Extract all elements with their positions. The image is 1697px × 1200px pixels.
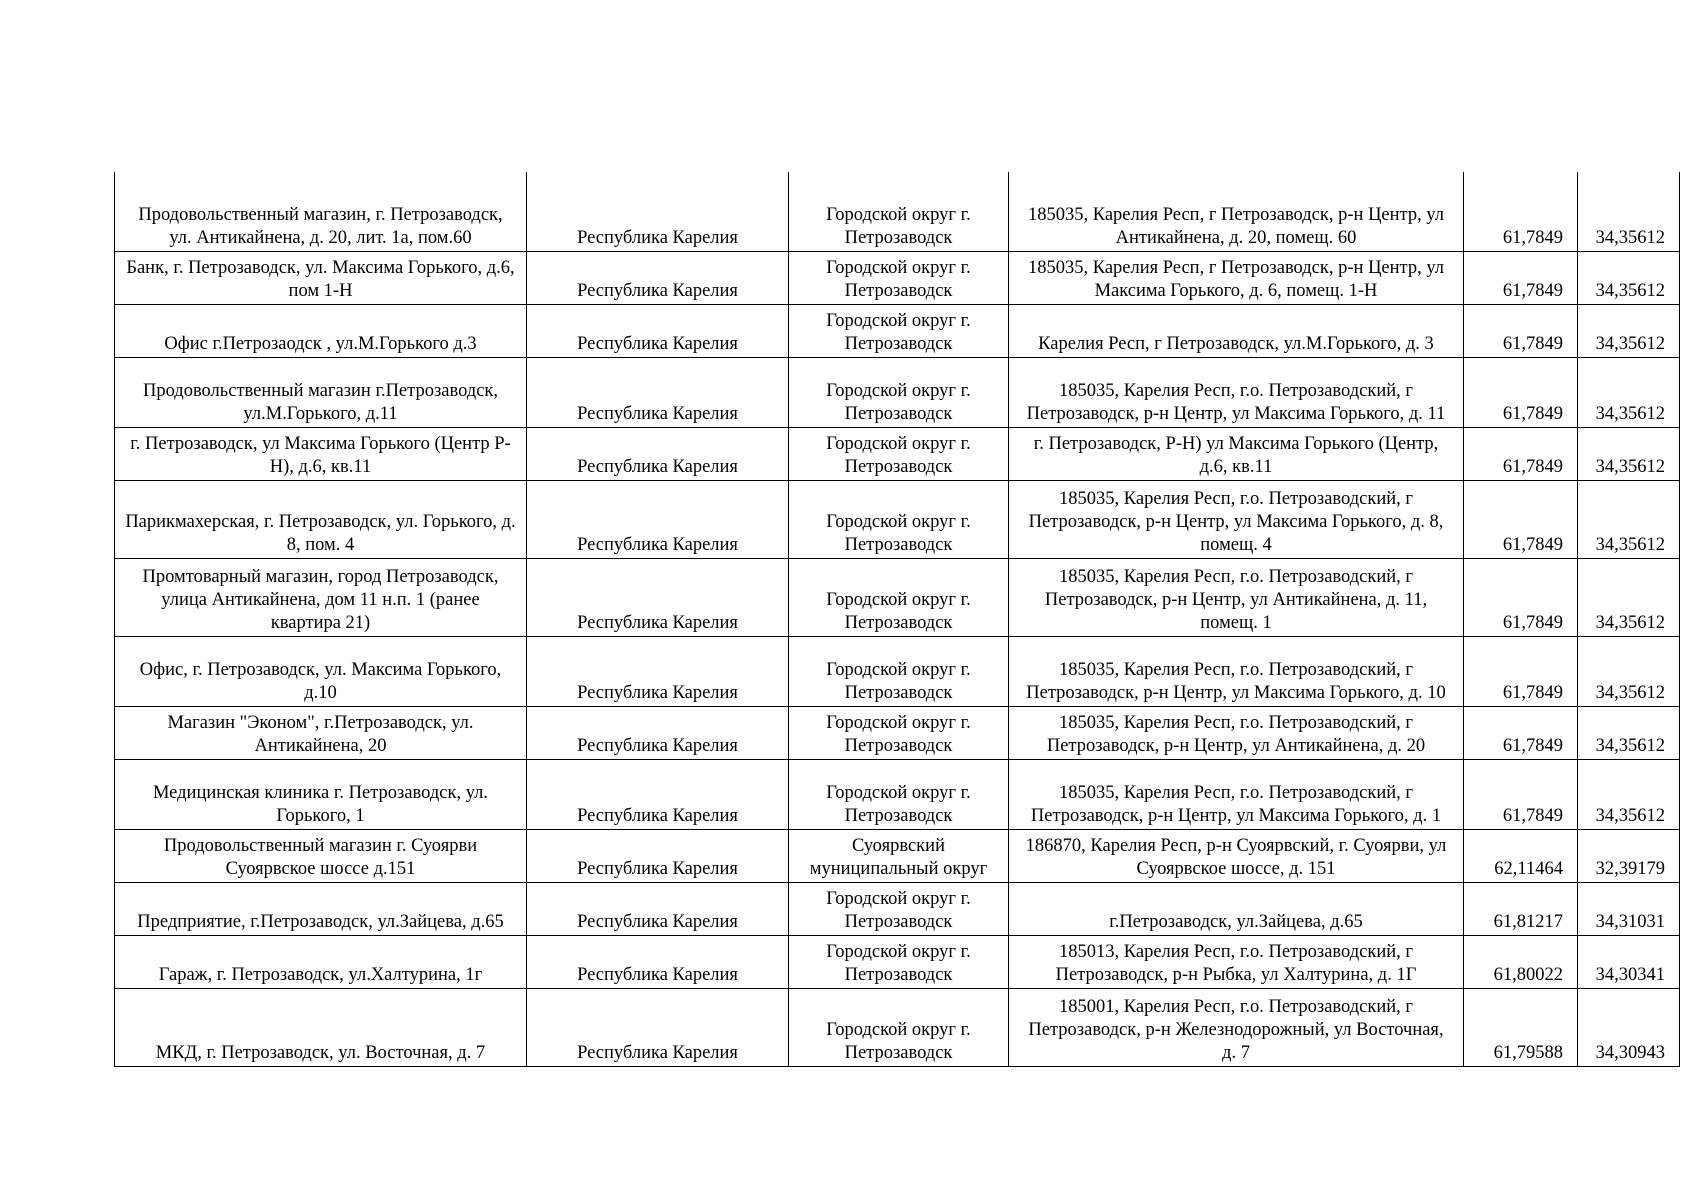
address-cell: 185035, Карелия Респ, г Петрозаводск, р-н Центр, ул Максима Горького, д. 6, помещ. 1-Н <box>1009 251 1464 304</box>
address-cell: 185035, Карелия Респ, г.о. Петрозаводский, г Петрозаводск, р-н Центр, ул Максима Горького, д. 11 <box>1009 357 1464 427</box>
longitude-cell: 34,35612 <box>1578 172 1680 251</box>
address-cell: 185035, Карелия Респ, г Петрозаводск, р-н Центр, ул Антикайнена, д. 20, помещ. 60 <box>1009 172 1464 251</box>
district-cell: Городской округ г. Петрозаводск <box>789 882 1009 935</box>
latitude-cell: 61,7849 <box>1464 706 1578 759</box>
region-cell: Республика Карелия <box>527 172 789 251</box>
latitude-cell: 61,7849 <box>1464 304 1578 357</box>
longitude-cell: 34,35612 <box>1578 304 1680 357</box>
object-name-cell: г. Петрозаводск, ул Максима Горького (Центр Р-Н), д.6, кв.11 <box>115 427 527 480</box>
table-row <box>115 759 1680 829</box>
table-row <box>115 882 1680 935</box>
address-cell: 185035, Карелия Респ, г.о. Петрозаводский, г Петрозаводск, р-н Центр, ул Максима Горького, д. 10 <box>1009 636 1464 706</box>
address-cell: г.Петрозаводск, ул.Зайцева, д.65 <box>1009 882 1464 935</box>
table-row <box>115 172 1680 251</box>
object-name-cell: Продовольственный магазин, г. Петрозаводск, ул. Антикайнена, д. 20, лит. 1а, пом.60 <box>115 172 527 251</box>
region-cell: Республика Карелия <box>527 558 789 636</box>
region-cell: Республика Карелия <box>527 829 789 882</box>
address-cell: 185001, Карелия Респ, г.о. Петрозаводский, г Петрозаводск, р-н Железнодорожный, ул Восточная, д. 7 <box>1009 988 1464 1066</box>
address-cell: 185013, Карелия Респ, г.о. Петрозаводский, г Петрозаводск, р-н Рыбка, ул Халтурина, д. 1Г <box>1009 935 1464 988</box>
address-cell: 185035, Карелия Респ, г.о. Петрозаводский, г Петрозаводск, р-н Центр, ул Максима Горького, д. 8, помещ. 4 <box>1009 480 1464 558</box>
address-cell: Карелия Респ, г Петрозаводск, ул.М.Горького, д. 3 <box>1009 304 1464 357</box>
object-name-cell: Продовольственный магазин г.Петрозаводск, ул.М.Горького, д.11 <box>115 357 527 427</box>
object-name-cell: Продовольственный магазин г. Суоярви Суоярвское шоссе д.151 <box>115 829 527 882</box>
table-row <box>115 988 1680 1066</box>
district-cell: Городской округ г. Петрозаводск <box>789 357 1009 427</box>
table-row <box>115 251 1680 304</box>
district-cell: Городской округ г. Петрозаводск <box>789 172 1009 251</box>
longitude-cell: 34,35612 <box>1578 357 1680 427</box>
object-name-cell: Предприятие, г.Петрозаводск, ул.Зайцева, д.65 <box>115 882 527 935</box>
longitude-cell: 34,35612 <box>1578 427 1680 480</box>
region-cell: Республика Карелия <box>527 480 789 558</box>
district-cell: Городской округ г. Петрозаводск <box>789 480 1009 558</box>
latitude-cell: 61,7849 <box>1464 759 1578 829</box>
region-cell: Республика Карелия <box>527 706 789 759</box>
region-cell: Республика Карелия <box>527 935 789 988</box>
table-row <box>115 558 1680 636</box>
region-cell: Республика Карелия <box>527 988 789 1066</box>
address-cell: г. Петрозаводск, Р-Н) ул Максима Горького (Центр, д.6, кв.11 <box>1009 427 1464 480</box>
longitude-cell: 34,35612 <box>1578 759 1680 829</box>
address-table <box>114 172 1680 1067</box>
longitude-cell: 34,35612 <box>1578 480 1680 558</box>
address-cell: 185035, Карелия Респ, г.о. Петрозаводский, г Петрозаводск, р-н Центр, ул Антикайнена, д. 20 <box>1009 706 1464 759</box>
longitude-cell: 34,30943 <box>1578 988 1680 1066</box>
district-cell: Городской округ г. Петрозаводск <box>789 304 1009 357</box>
object-name-cell: Банк, г. Петрозаводск, ул. Максима Горького, д.6, пом 1-Н <box>115 251 527 304</box>
object-name-cell: Медицинская клиника г. Петрозаводск, ул. Горького, 1 <box>115 759 527 829</box>
district-cell: Городской округ г. Петрозаводск <box>789 636 1009 706</box>
district-cell: Городской округ г. Петрозаводск <box>789 558 1009 636</box>
address-cell: 185035, Карелия Респ, г.о. Петрозаводский, г Петрозаводск, р-н Центр, ул Максима Горького, д. 1 <box>1009 759 1464 829</box>
table-row <box>115 304 1680 357</box>
object-name-cell: Парикмахерская, г. Петрозаводск, ул. Горького, д. 8, пом. 4 <box>115 480 527 558</box>
district-cell: Городской округ г. Петрозаводск <box>789 759 1009 829</box>
latitude-cell: 61,79588 <box>1464 988 1578 1066</box>
region-cell: Республика Карелия <box>527 251 789 304</box>
region-cell: Республика Карелия <box>527 304 789 357</box>
longitude-cell: 34,31031 <box>1578 882 1680 935</box>
district-cell: Городской округ г. Петрозаводск <box>789 706 1009 759</box>
document-page <box>114 172 1680 1067</box>
latitude-cell: 61,7849 <box>1464 251 1578 304</box>
longitude-cell: 34,35612 <box>1578 558 1680 636</box>
longitude-cell: 34,30341 <box>1578 935 1680 988</box>
latitude-cell: 61,7849 <box>1464 480 1578 558</box>
longitude-cell: 34,35612 <box>1578 706 1680 759</box>
object-name-cell: Промтоварный магазин, город Петрозаводск, улица Антикайнена, дом 11 н.п. 1 (ранее квартира 21) <box>115 558 527 636</box>
longitude-cell: 34,35612 <box>1578 636 1680 706</box>
region-cell: Республика Карелия <box>527 636 789 706</box>
longitude-cell: 34,35612 <box>1578 251 1680 304</box>
object-name-cell: Офис, г. Петрозаводск, ул. Максима Горького, д.10 <box>115 636 527 706</box>
address-cell: 186870, Карелия Респ, р-н Суоярвский, г. Суоярви, ул Суоярвское шоссе, д. 151 <box>1009 829 1464 882</box>
table-row <box>115 427 1680 480</box>
table-row <box>115 706 1680 759</box>
table-row <box>115 829 1680 882</box>
latitude-cell: 61,81217 <box>1464 882 1578 935</box>
table-row <box>115 636 1680 706</box>
latitude-cell: 61,7849 <box>1464 357 1578 427</box>
table-row <box>115 357 1680 427</box>
object-name-cell: МКД, г. Петрозаводск, ул. Восточная, д. 7 <box>115 988 527 1066</box>
address-cell: 185035, Карелия Респ, г.о. Петрозаводский, г Петрозаводск, р-н Центр, ул Антикайнена, д. 11, помещ. 1 <box>1009 558 1464 636</box>
latitude-cell: 61,7849 <box>1464 172 1578 251</box>
region-cell: Республика Карелия <box>527 759 789 829</box>
table-row <box>115 480 1680 558</box>
object-name-cell: Гараж, г. Петрозаводск, ул.Халтурина, 1г <box>115 935 527 988</box>
region-cell: Республика Карелия <box>527 427 789 480</box>
district-cell: Городской округ г. Петрозаводск <box>789 427 1009 480</box>
district-cell: Городской округ г. Петрозаводск <box>789 988 1009 1066</box>
district-cell: Городской округ г. Петрозаводск <box>789 935 1009 988</box>
district-cell: Городской округ г. Петрозаводск <box>789 251 1009 304</box>
region-cell: Республика Карелия <box>527 882 789 935</box>
latitude-cell: 62,11464 <box>1464 829 1578 882</box>
latitude-cell: 61,7849 <box>1464 558 1578 636</box>
table-row <box>115 935 1680 988</box>
latitude-cell: 61,80022 <box>1464 935 1578 988</box>
longitude-cell: 32,39179 <box>1578 829 1680 882</box>
object-name-cell: Офис г.Петрозаодск , ул.М.Горького д.3 <box>115 304 527 357</box>
latitude-cell: 61,7849 <box>1464 427 1578 480</box>
region-cell: Республика Карелия <box>527 357 789 427</box>
object-name-cell: Магазин "Эконом", г.Петрозаводск, ул. Антикайнена, 20 <box>115 706 527 759</box>
latitude-cell: 61,7849 <box>1464 636 1578 706</box>
district-cell: Суоярвский муниципальный округ <box>789 829 1009 882</box>
